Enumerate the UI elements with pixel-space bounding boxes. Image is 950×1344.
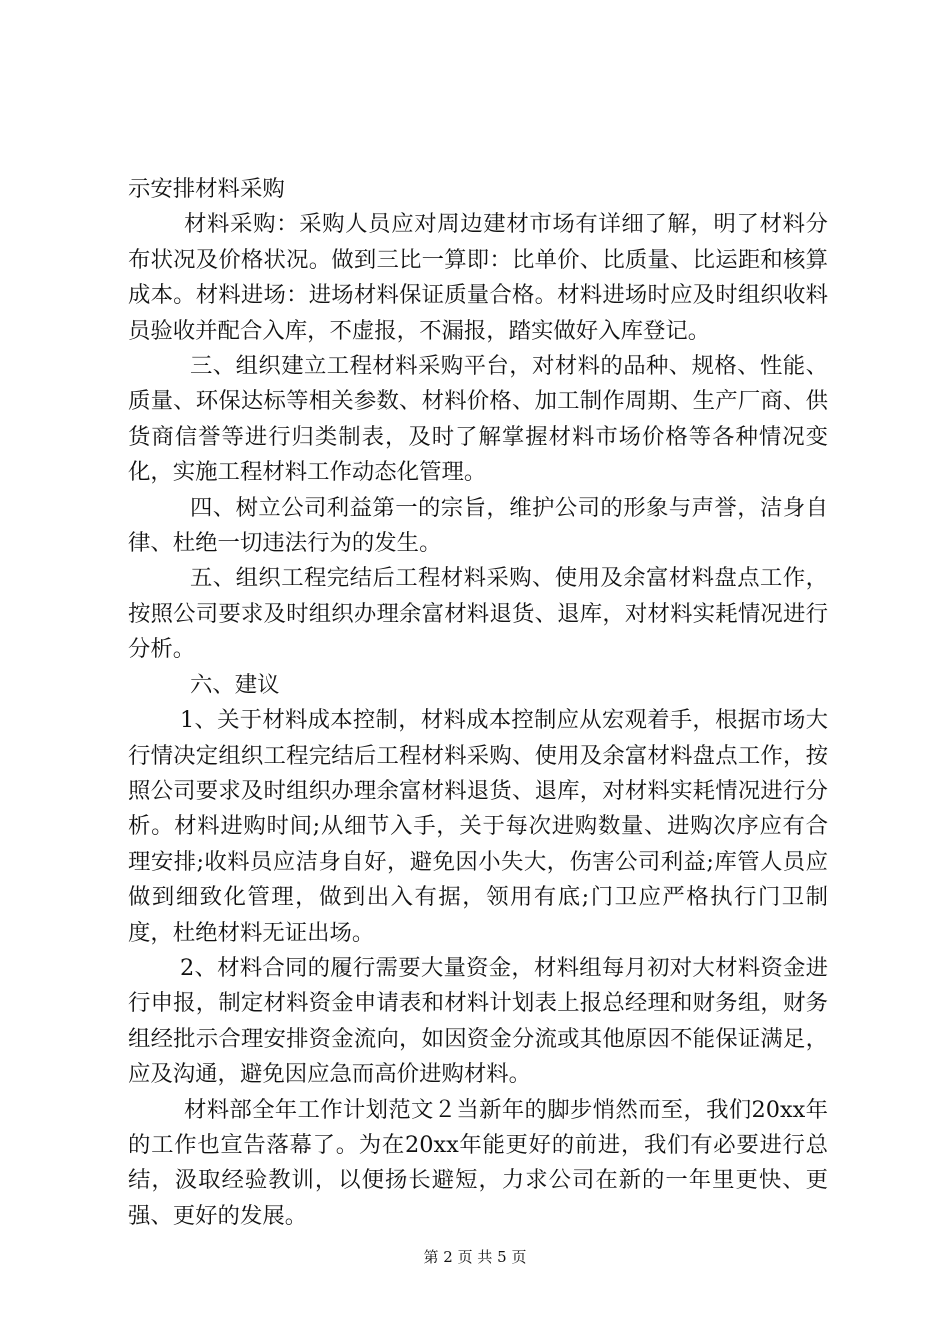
paragraph-section-five: 五、组织工程完结后工程材料采购、使用及余富材料盘点工作，按照公司要求及时组织办理余富材料退货、退库，对材料实耗情况进行分析。: [128, 565, 828, 663]
paragraph-material-purchase: 材料采购：采购人员应对周边建材市场有详细了解，明了材料分布状况及价格状况。做到三比一算即：比单价、比质量、比运距和核算成本。材料进场：进场材料保证质量合格。材料进场时应及时组织收料员验收并配合入库，不虚报，不漏报，踏实做好入库登记。: [128, 211, 828, 344]
paragraph-section-three: 三、组织建立工程材料采购平台，对材料的品种、规格、性能、质量、环保达标等相关参数、材料价格、加工制作周期、生产厂商、供货商信誉等进行归类制表，及时了解掌握材料市场价格等各种情况变化，实施工程材料工作动态化管理。: [128, 353, 828, 486]
document-body: [128, 172, 828, 1234]
paragraph-section-four: 四、树立公司利益第一的宗旨，维护公司的形象与声誉，洁身自律、杜绝一切违法行为的发生。: [128, 494, 828, 557]
paragraph-suggestion-one: 1、关于材料成本控制，材料成本控制应从宏观着手，根据市场大行情决定组织工程完结后工程材料采购、使用及余富材料盘点工作，按照公司要求及时组织办理余富材料退货、退库，对材料实耗情况进行分析。材料进购时间;从细节入手，关于每次进购数量、进购次序应有合理安排;收料员应洁身自好，避免因小失大，伤害公司利益;库管人员应做到细致化管理，做到出入有据，领用有底;门卫应严格执行门卫制度，杜绝材料无证出场。: [128, 707, 828, 946]
paragraph-sample-two: 材料部全年工作计划范文２当新年的脚步悄然而至，我们20xx年的工作也宣告落幕了。为在20xx年能更好的前进，我们有必要进行总结，汲取经验教训，以便扬长避短，力求公司在新的一年里更快、更强、更好的发展。: [128, 1096, 828, 1229]
heading-section-six: 六、建议: [190, 671, 280, 698]
paragraph-continuation: 示安排材料采购: [128, 176, 285, 202]
paragraph-suggestion-two: 2、材料合同的履行需要大量资金，材料组每月初对大材料资金进行申报，制定材料资金申请表和材料计划表上报总经理和财务组，财务组经批示合理安排资金流向，如因资金分流或其他原因不能保证满足，应及沟通，避免因应急而高价进购材料。: [128, 954, 828, 1088]
page-number-footer: 第 2 页 共 5 页: [423, 1248, 527, 1266]
